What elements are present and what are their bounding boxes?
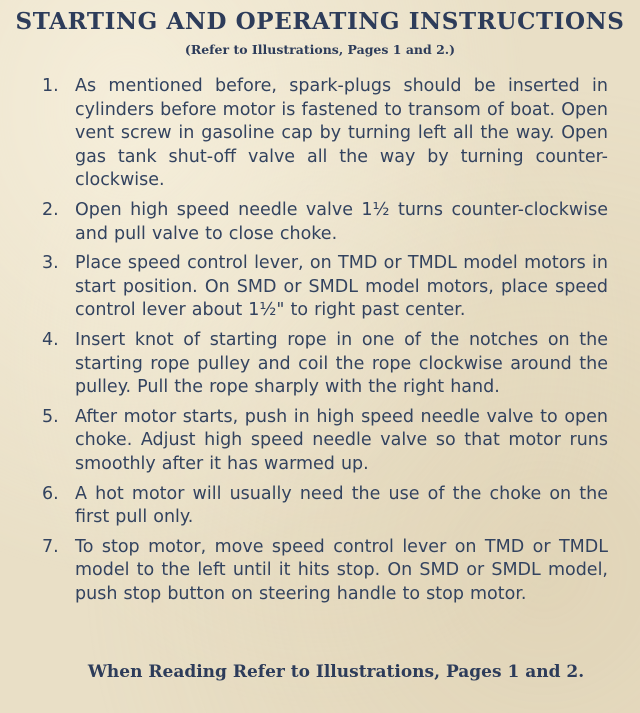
page-subtitle: (Refer to Illustrations, Pages 1 and 2.)	[184, 42, 456, 57]
instruction-item-1	[42, 75, 608, 193]
instruction-number: 6.	[42, 483, 59, 504]
instruction-item-7	[42, 536, 608, 607]
instruction-item-5	[42, 406, 608, 477]
instruction-text: To stop motor, move speed control lever on TMD or TMDL model to the left until it hits stop. On SMD or SMDL model, push stop button on steering handle to stop motor.	[75, 536, 608, 604]
instruction-number: 1.	[42, 76, 59, 96]
instruction-item-6	[42, 483, 608, 530]
instruction-text: Insert knot of starting rope in one of the notches on the starting rope pulley and coil the rope clockwise around the pulley. Pull the rope sharply with the right hand.	[75, 329, 608, 398]
instruction-number: 7.	[42, 536, 59, 557]
instruction-item-2	[42, 199, 608, 246]
footer-note: When Reading Refer to Illustrations, Pages 1 and 2.	[87, 662, 585, 682]
instruction-text: Place speed control lever, on TMD or TMDL model motors in start position. On SMD or SMDL model motors, place speed control lever about 1½" to right past center.	[75, 253, 608, 321]
instruction-text: As mentioned before, spark-plugs should be inserted in cylinders before motor is fastened to transom of boat. Open vent screw in gasoline cap by turning left all the way. Open gas tank shut-off valve all the way by turning counter-clockwise.	[75, 76, 608, 191]
instruction-item-4	[42, 329, 608, 400]
instruction-text: A hot motor will usually need the use of the choke on the first pull only.	[75, 483, 608, 528]
instruction-item-3	[42, 252, 608, 323]
instruction-number: 3.	[42, 253, 59, 274]
page-title: STARTING AND OPERATING INSTRUCTIONS	[15, 8, 625, 35]
instruction-number: 2.	[42, 199, 59, 220]
instruction-number: 5.	[42, 406, 59, 427]
instruction-number: 4.	[42, 329, 59, 350]
instruction-text: After motor starts, push in high speed needle valve to open choke. Adjust high speed needle valve so that motor runs smoothly after it has warmed up.	[75, 406, 608, 474]
instruction-text: Open high speed needle valve 1½ turns counter-clockwise and pull valve to close choke.	[75, 199, 608, 244]
instruction-list	[42, 75, 608, 612]
